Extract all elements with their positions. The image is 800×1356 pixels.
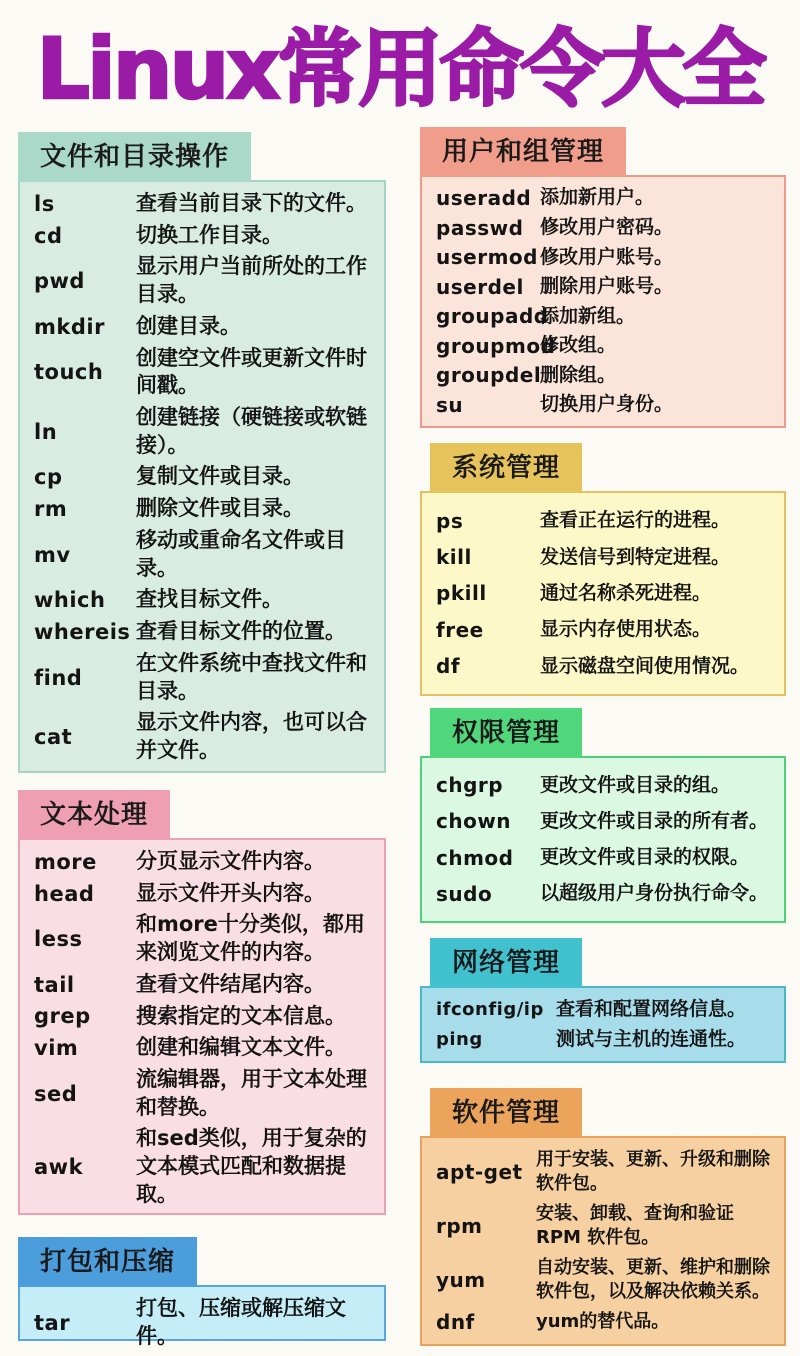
command-description: 自动安装、更新、维护和删除软件包，以及解决依赖关系。	[536, 1256, 770, 1302]
command-description: 修改用户账号。	[540, 245, 674, 268]
command-name: cp	[34, 465, 63, 490]
command-description: 创建空文件或更新文件时间戳。	[136, 345, 367, 398]
command-row	[436, 543, 770, 572]
command-description: 更改文件或目录的权限。	[540, 845, 750, 868]
command-row	[436, 331, 770, 360]
command-row	[436, 771, 770, 800]
command-name: useradd	[436, 186, 532, 211]
section-user-and-group	[420, 127, 786, 428]
command-description: 添加新用户。	[540, 186, 655, 209]
command-description: 查看正在运行的进程。	[540, 509, 731, 532]
command-list-user-and-group	[420, 175, 786, 428]
command-name: tail	[34, 972, 75, 997]
page-title: Linux常用命令大全	[36, 20, 764, 118]
command-description: 创建链接（硬链接或软链接）。	[136, 405, 367, 457]
command-row	[34, 525, 370, 584]
command-name: pkill	[436, 581, 487, 606]
command-name: kill	[436, 545, 472, 570]
command-list-files-and-directories	[18, 180, 386, 773]
command-row	[436, 1308, 770, 1336]
section-header-pack-and-compress: 打包和压缩	[18, 1237, 197, 1287]
command-name: chown	[436, 809, 512, 834]
command-row	[436, 1254, 770, 1306]
command-name: pwd	[34, 269, 85, 294]
command-row	[436, 879, 770, 908]
command-name: groupdel	[436, 363, 542, 388]
command-description: 创建目录。	[136, 313, 241, 338]
command-row	[34, 1064, 370, 1123]
command-name: which	[34, 588, 106, 613]
command-row	[436, 995, 770, 1024]
command-list-software-management	[420, 1136, 786, 1346]
command-name: rm	[34, 497, 68, 522]
section-pack-and-compress	[18, 1237, 386, 1348]
command-row	[34, 493, 370, 525]
command-row	[436, 615, 770, 644]
command-description: 流编辑器，用于文本处理和替换。	[136, 1067, 367, 1119]
command-row	[34, 584, 370, 616]
command-description: 修改组。	[540, 334, 617, 357]
command-name: find	[34, 665, 83, 690]
command-description: 创建和编辑文本文件。	[136, 1035, 346, 1060]
command-description: 安装、卸载、查询和验证 RPM 软件包。	[536, 1203, 734, 1248]
command-description: 添加新组。	[540, 304, 636, 327]
command-row	[436, 183, 770, 212]
command-list-pack-and-compress	[18, 1285, 386, 1348]
command-list-system-management	[420, 491, 786, 696]
command-row	[436, 1146, 770, 1198]
command-row	[436, 843, 770, 872]
command-row	[436, 807, 770, 836]
section-header-permission-management: 权限管理	[430, 708, 582, 758]
command-list-text-processing	[18, 838, 386, 1215]
command-description: 查看和配置网络信息。	[556, 997, 747, 1020]
command-description: 切换用户身份。	[540, 393, 674, 416]
command-row	[34, 311, 370, 343]
command-name: awk	[34, 1155, 84, 1180]
command-name: groupmod	[436, 333, 556, 358]
section-network-management	[420, 938, 786, 1063]
command-description: 和sed类似，用于复杂的文本模式匹配和数据提取。	[136, 1126, 367, 1206]
command-name: yum	[436, 1267, 486, 1292]
command-description: 测试与主机的连通性。	[556, 1027, 747, 1050]
command-name: su	[436, 392, 464, 417]
command-description: 查看当前目录下的文件。	[136, 191, 367, 215]
command-row	[34, 616, 370, 648]
section-header-text-processing: 文本处理	[18, 790, 170, 840]
command-row	[34, 648, 370, 707]
command-description: 更改文件或目录的所有者。	[540, 809, 769, 832]
section-permission-management	[420, 708, 786, 923]
section-header-system-management: 系统管理	[430, 443, 582, 493]
command-list-network-management	[420, 986, 786, 1063]
command-name: less	[34, 927, 83, 952]
command-description: 打包、压缩或解压缩文件。	[136, 1296, 346, 1348]
command-name: free	[436, 617, 484, 642]
command-description: 查看文件结尾内容。	[136, 971, 325, 996]
command-name: apt-get	[436, 1160, 523, 1185]
command-row	[436, 213, 770, 242]
command-description: 发送信号到特定进程。	[540, 545, 731, 568]
command-description: 更改文件或目录的组。	[540, 773, 731, 796]
command-row	[436, 390, 770, 419]
command-name: userdel	[436, 274, 524, 299]
section-software-management	[420, 1088, 786, 1346]
command-name: whereis	[34, 619, 131, 644]
command-row	[436, 302, 770, 331]
command-row	[34, 909, 370, 968]
command-name: cd	[34, 223, 63, 248]
command-description: 分页显示文件内容。	[136, 849, 325, 873]
command-description: 修改用户密码。	[540, 216, 674, 239]
command-description: 移动或重命名文件或目录。	[136, 527, 346, 580]
command-description: 用于安装、更新、升级和删除软件包。	[536, 1149, 770, 1195]
command-name: touch	[34, 360, 104, 385]
command-list-permission-management	[420, 756, 786, 923]
command-description: 在文件系统中查找文件和目录。	[136, 650, 367, 703]
command-name: usermod	[436, 245, 538, 270]
command-name: ln	[34, 419, 58, 444]
command-row	[34, 707, 370, 766]
command-name: cat	[34, 724, 73, 749]
command-description: 显示文件内容，也可以合并文件。	[136, 710, 367, 762]
command-row	[436, 1200, 770, 1252]
command-name: mv	[34, 542, 71, 567]
command-description: 通过名称杀死进程。	[540, 581, 712, 604]
command-name: more	[34, 849, 97, 874]
command-name: groupadd	[436, 304, 549, 329]
section-files-and-directories	[18, 132, 386, 773]
command-name: head	[34, 881, 95, 906]
command-row	[34, 878, 370, 910]
command-row	[34, 1001, 370, 1033]
command-description: 和more十分类似，都用来浏览文件的内容。	[136, 912, 365, 965]
section-header-user-and-group: 用户和组管理	[420, 127, 626, 177]
command-name: rpm	[436, 1213, 483, 1238]
command-description: 查找目标文件。	[136, 587, 283, 612]
command-name: tar	[34, 1310, 71, 1335]
command-description: 显示磁盘空间使用情况。	[540, 654, 750, 677]
command-name: ifconfig/ip	[436, 998, 544, 1020]
command-name: sed	[34, 1081, 78, 1106]
command-description: 删除用户账号。	[540, 275, 674, 298]
command-name: ping	[436, 1028, 483, 1050]
section-header-files-and-directories: 文件和目录操作	[18, 132, 251, 182]
section-header-software-management: 软件管理	[430, 1088, 582, 1138]
command-row	[34, 1123, 370, 1210]
command-row	[34, 402, 370, 461]
command-row	[436, 506, 770, 535]
command-name: sudo	[436, 881, 493, 906]
command-description: 以超级用户身份执行命令。	[540, 881, 769, 904]
command-description: 删除文件或目录。	[136, 496, 304, 521]
command-description: 复制文件或目录。	[136, 464, 304, 489]
section-system-management	[420, 443, 786, 696]
command-name: ps	[436, 508, 464, 533]
command-description: 搜索指定的文本信息。	[136, 1003, 346, 1028]
command-row	[436, 579, 770, 608]
command-row	[436, 652, 770, 681]
command-row	[436, 243, 770, 272]
command-name: chmod	[436, 845, 514, 870]
command-row	[436, 361, 770, 390]
command-row	[34, 969, 370, 1001]
command-description: 显示用户当前所处的工作目录。	[136, 254, 367, 307]
command-row	[34, 846, 370, 878]
command-row	[34, 1293, 370, 1352]
command-description: 切换工作目录。	[136, 222, 283, 247]
command-name: vim	[34, 1036, 79, 1061]
command-row	[34, 461, 370, 493]
command-name: grep	[34, 1004, 91, 1029]
command-row	[34, 220, 370, 252]
command-row	[34, 1032, 370, 1064]
command-description: 显示内存使用状态。	[540, 618, 712, 641]
command-name: chgrp	[436, 773, 504, 798]
command-description: yum的替代品。	[536, 1310, 670, 1332]
command-name: dnf	[436, 1309, 475, 1334]
section-text-processing	[18, 790, 386, 1215]
command-name: passwd	[436, 215, 524, 240]
command-name: ls	[34, 191, 55, 216]
command-name: mkdir	[34, 314, 105, 339]
command-row	[34, 343, 370, 402]
command-row	[34, 188, 370, 220]
section-header-network-management: 网络管理	[430, 938, 582, 988]
command-row	[436, 272, 770, 301]
command-description: 显示文件开头内容。	[136, 880, 325, 905]
command-description: 查看目标文件的位置。	[136, 619, 346, 644]
command-row	[436, 1025, 770, 1054]
command-name: df	[436, 654, 461, 679]
command-description: 删除组。	[540, 363, 617, 386]
command-row	[34, 251, 370, 310]
